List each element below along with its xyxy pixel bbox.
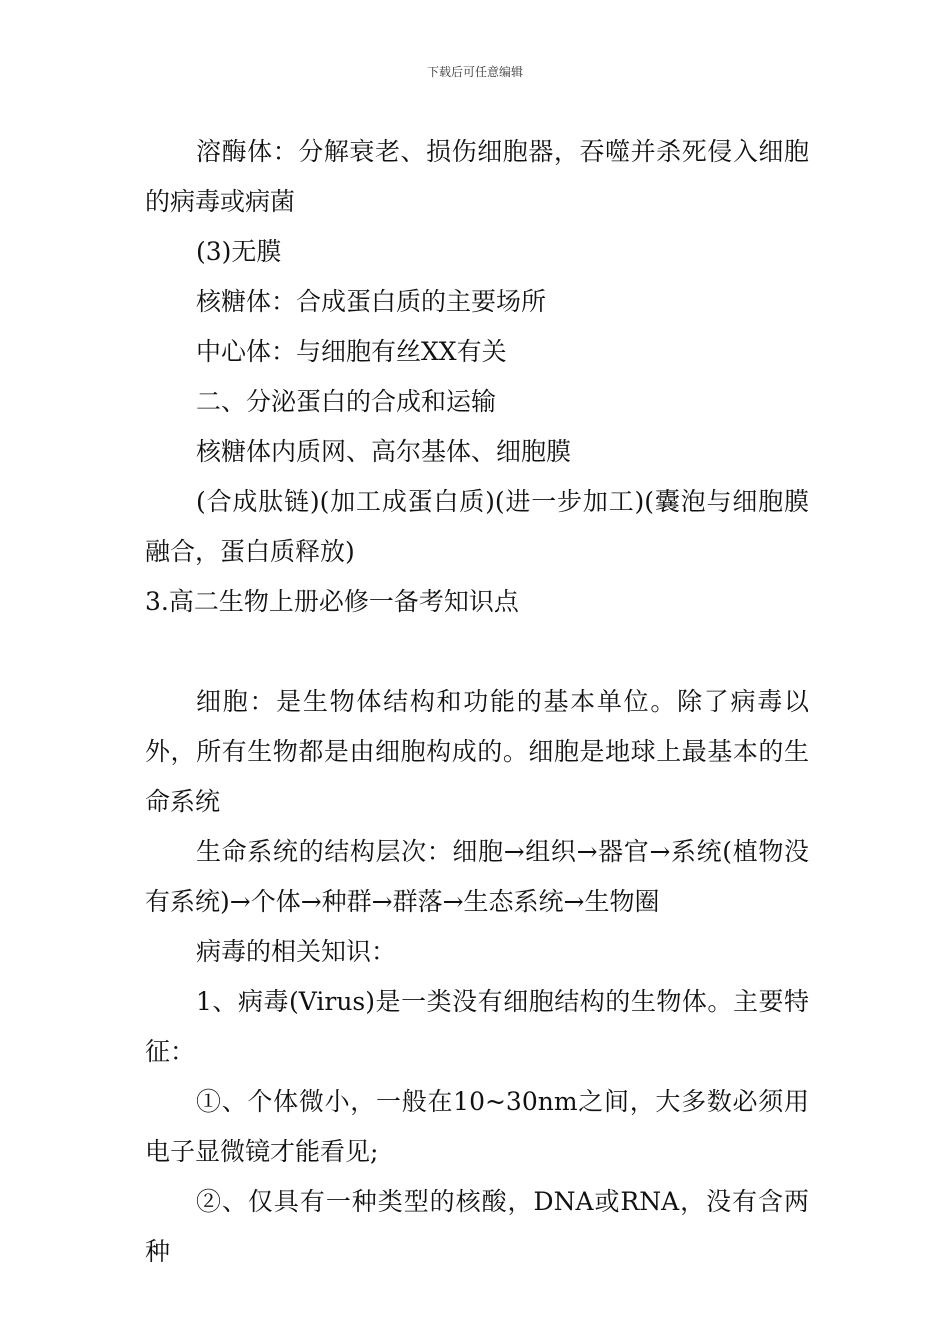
paragraph-virus-feature-1: ①、个体微小，一般在10~30nm之间，大多数必须用电子显微镜才能看见; — [145, 1087, 809, 1166]
paragraph-process-steps: (合成肽链)(加工成蛋白质)(进一步加工)(囊泡与细胞膜融合，蛋白质释放) — [145, 487, 809, 566]
section-heading-secretory-protein: 二、分泌蛋白的合成和运输 — [196, 387, 497, 416]
paragraph-ribosome: 核糖体：合成蛋白质的主要场所 — [196, 287, 547, 316]
paragraph-centrosome: 中心体：与细胞有丝XX有关 — [196, 337, 507, 366]
paragraph-cell-definition: 细胞：是生物体结构和功能的基本单位。除了病毒以外，所有生物都是由细胞构成的。细胞是地球上最基本的生命系统 — [145, 687, 809, 816]
paragraph-lysosome: 溶酶体：分解衰老、损伤细胞器，吞噬并杀死侵入细胞的病毒或病菌 — [145, 137, 809, 216]
document-body — [145, 127, 809, 1277]
paragraph-organelle-sequence: 核糖体内质网、高尔基体、细胞膜 — [196, 437, 572, 466]
paragraph-virus-definition: 1、病毒(Virus)是一类没有细胞结构的生物体。主要特征： — [145, 987, 809, 1066]
section-heading-knowledge-points: 3.高二生物上册必修一备考知识点 — [145, 587, 519, 616]
paragraph-virus-knowledge-title: 病毒的相关知识： — [196, 937, 397, 966]
paragraph-no-membrane: (3)无膜 — [196, 237, 282, 266]
paragraph-virus-feature-2: ②、仅具有一种类型的核酸，DNA或RNA，没有含两种 — [145, 1187, 809, 1266]
paragraph-life-system-levels: 生命系统的结构层次：细胞→组织→器官→系统(植物没有系统)→个体→种群→群落→生态系统→生物圈 — [145, 837, 809, 916]
page-header-note: 下载后可任意编辑 — [426, 65, 523, 79]
blank-line — [145, 627, 809, 677]
